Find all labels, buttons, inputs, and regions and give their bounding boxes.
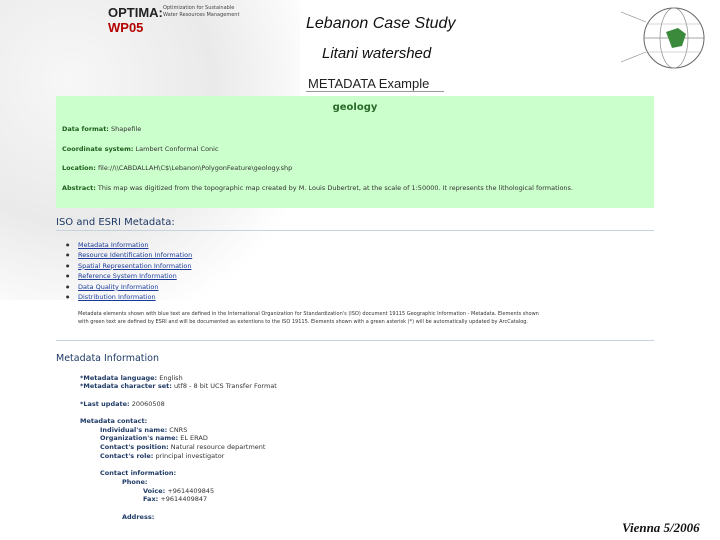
row-value: +9614409845 xyxy=(167,487,215,495)
row-value: CNRS xyxy=(169,426,188,434)
organization-name-row xyxy=(100,434,208,442)
logo-name: OPTIMA: xyxy=(108,5,163,20)
voice-row xyxy=(143,487,214,495)
row-label: Address: xyxy=(122,513,155,521)
row-label: *Metadata character set: xyxy=(80,382,172,390)
divider xyxy=(56,230,654,231)
link-reference-system[interactable]: ● Reference System Information xyxy=(66,271,192,281)
row-label: Contact's role: xyxy=(100,452,154,460)
address-label xyxy=(122,513,154,521)
metadata-contact-label xyxy=(80,417,147,425)
row-label: Voice: xyxy=(143,487,166,495)
row-value: Natural resource department xyxy=(170,443,266,451)
individual-name-row xyxy=(100,426,187,434)
field-value: file://\\CABDALLAH\C$\Lebanon\PolygonFeature\geology.shp xyxy=(97,164,293,172)
dataset-title: geology xyxy=(332,102,378,113)
field-label: Data format: xyxy=(62,125,109,133)
footer-date: Vienna 5/2006 xyxy=(622,520,700,535)
row-label: Individual's name: xyxy=(100,426,168,434)
globe-emblem-icon xyxy=(616,2,706,74)
page-subtitle: Litani watershed xyxy=(322,45,432,62)
metadata-language-row xyxy=(80,374,183,382)
contact-role-row xyxy=(100,452,224,460)
caption-underline xyxy=(306,91,444,92)
fax-row xyxy=(143,495,207,503)
divider xyxy=(56,340,654,341)
logo-project: WP05 xyxy=(108,20,144,35)
row-label: *Metadata language: xyxy=(80,374,158,382)
row-value: +9614409847 xyxy=(160,495,208,503)
iso-section-heading: ISO and ESRI Metadata: xyxy=(56,217,175,228)
contact-information-label xyxy=(100,469,176,477)
metadata-information-heading: Metadata Information xyxy=(56,353,159,364)
row-value: English xyxy=(159,374,183,382)
row-label: Organization's name: xyxy=(100,434,179,442)
metadata-summary-panel xyxy=(56,96,654,208)
metadata-charset-row xyxy=(80,382,277,390)
last-update-row xyxy=(80,400,165,408)
example-caption: METADATA Example xyxy=(308,76,430,91)
iso-note-line-1: Metadata elements shown with blue text are defined in the International Organization for Standardization's (ISO) document 19115 Geographic Information - Metadata. Elements shown xyxy=(78,311,539,317)
row-value: principal investigator xyxy=(155,452,225,460)
data-format-field xyxy=(62,125,141,133)
field-label: Abstract: xyxy=(62,184,96,192)
optima-logo xyxy=(108,5,163,35)
link-metadata-information[interactable]: ● Metadata Information xyxy=(66,240,192,250)
field-value: Shapefile xyxy=(110,125,142,133)
contact-position-row xyxy=(100,443,265,451)
field-value: Lambert Conformal Conic xyxy=(135,145,219,153)
field-value: This map was digitized from the topographic map created by M. Louis Dubertret, at the scale of 1:50000. It represents the lithological formations. xyxy=(97,184,574,192)
iso-note xyxy=(78,311,648,326)
phone-label xyxy=(122,478,148,486)
field-label: Coordinate system: xyxy=(62,145,134,153)
iso-note-line-2: with green text are defined by ESRI and will be documented as extentions to the ISO 19115. Elements shown with a green asterisk (*) will be automatically updated by ArcCatalog. xyxy=(78,318,529,325)
link-resource-identification[interactable]: ● Resource Identification Information xyxy=(66,250,192,260)
page-title: Lebanon Case Study xyxy=(306,15,456,32)
logo-tagline xyxy=(163,5,239,19)
row-value: EL ERAD xyxy=(180,434,208,442)
coordinate-system-field xyxy=(62,145,219,153)
link-spatial-representation[interactable]: ● Spatial Representation Information xyxy=(66,261,192,271)
logo-tagline-line-1: Optimization for Sustainable xyxy=(163,5,235,11)
logo-tagline-line-2: Water Resources Management xyxy=(163,12,240,18)
section-link-list xyxy=(66,240,192,302)
row-value: utf8 - 8 bit UCS Transfer Format xyxy=(173,382,277,390)
row-label: Contact's position: xyxy=(100,443,169,451)
row-value: 20060508 xyxy=(131,400,165,408)
abstract-field xyxy=(62,184,573,192)
link-data-quality[interactable]: ● Data Quality Information xyxy=(66,282,192,292)
row-label: *Last update: xyxy=(80,400,130,408)
row-label: Metadata contact: xyxy=(80,417,148,425)
row-label: Phone: xyxy=(122,478,148,486)
location-field xyxy=(62,164,292,172)
field-label: Location: xyxy=(62,164,96,172)
row-label: Contact information: xyxy=(100,469,177,477)
link-distribution[interactable]: ● Distribution Information xyxy=(66,292,192,302)
row-label: Fax: xyxy=(143,495,159,503)
